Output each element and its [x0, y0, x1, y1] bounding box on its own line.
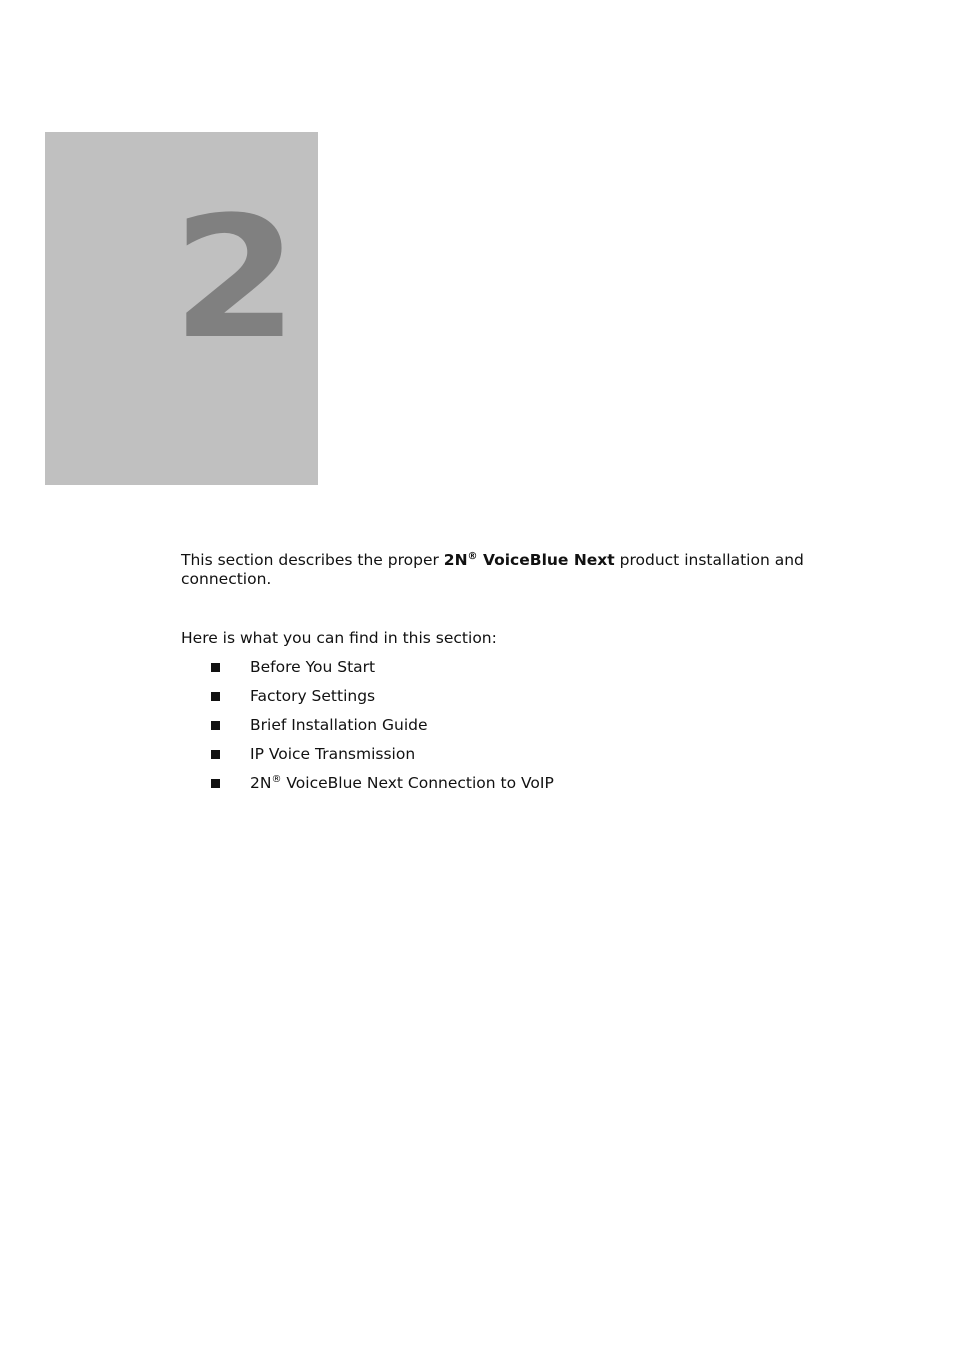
list-item-label: Before You Start	[250, 658, 376, 676]
contents-lead: Here is what you can find in this section:	[181, 629, 497, 647]
intro-registered-mark: ®	[467, 550, 478, 562]
intro-paragraph	[181, 551, 861, 589]
intro-product: VoiceBlue Next	[477, 551, 615, 569]
square-bullet-icon	[211, 779, 220, 788]
square-bullet-icon	[211, 750, 220, 759]
intro-brand: 2N	[443, 551, 468, 569]
intro-prefix: This section describes the proper	[181, 551, 444, 569]
intro-suffix: product installation and connection.	[181, 551, 804, 588]
list-item-label: Factory Settings	[250, 687, 376, 705]
chapter-number: 2	[172, 180, 294, 376]
list-item-label: IP Voice Transmission	[250, 745, 416, 763]
square-bullet-icon	[211, 721, 220, 730]
list-item-text: VoiceBlue Next Connection to VoIP	[281, 774, 554, 792]
list-item-brand: 2N	[250, 774, 272, 792]
intro-product-name	[444, 551, 615, 569]
list-item-label: Brief Installation Guide	[250, 716, 428, 734]
square-bullet-icon	[211, 663, 220, 672]
list-item-registered-mark: ®	[271, 773, 282, 785]
square-bullet-icon	[211, 692, 220, 701]
chapter-tab	[45, 132, 318, 485]
list-item-label	[250, 774, 554, 793]
